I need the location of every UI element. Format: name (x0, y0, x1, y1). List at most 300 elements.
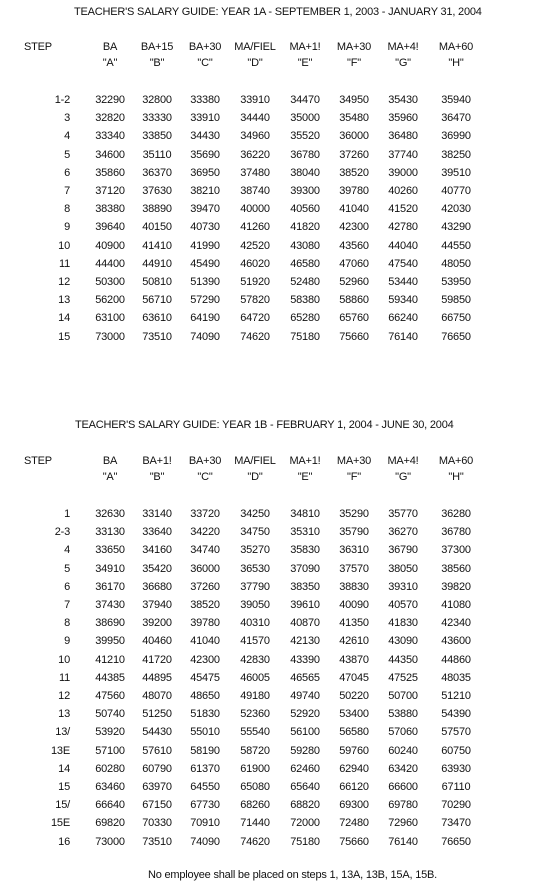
salary-cell: 69820 (95, 817, 125, 830)
salary-cell: 39950 (95, 635, 125, 648)
salary-cell: 36310 (339, 544, 369, 557)
salary-cell: 36000 (339, 130, 369, 143)
salary-cell: 66750 (441, 312, 471, 325)
salary-cell: 56100 (290, 726, 320, 739)
salary-cell: 48650 (190, 690, 220, 702)
salary-cell: 33720 (190, 508, 220, 520)
salary-cell: 38380 (95, 203, 125, 216)
salary-cell: 47045 (339, 671, 369, 684)
column-header: MA+30 (336, 455, 372, 467)
salary-cell: 39610 (290, 599, 320, 611)
step-cell: 7 (64, 185, 70, 197)
salary-cell: 56200 (95, 294, 125, 307)
salary-cell: 74620 (240, 330, 270, 343)
column-code: "F" (347, 57, 361, 69)
salary-cell: 67110 (441, 781, 471, 793)
salary-cell: 47525 (388, 671, 418, 684)
salary-cell: 42030 (441, 203, 471, 216)
salary-cell: 42780 (388, 221, 418, 234)
salary-cell: 41410 (142, 239, 172, 252)
step-cell: 14 (58, 762, 70, 775)
salary-cell: 74090 (190, 835, 220, 848)
salary-cell: 50300 (95, 276, 125, 288)
salary-cell: 38740 (240, 185, 270, 197)
salary-cell: 54430 (142, 726, 172, 739)
salary-cell: 39050 (240, 599, 270, 611)
step-cell: 1 (64, 508, 70, 520)
salary-cell: 43560 (339, 239, 369, 252)
table-row (0, 203, 545, 217)
salary-cell: 38350 (290, 580, 320, 593)
salary-cell: 37260 (339, 148, 369, 161)
salary-cell: 56710 (142, 294, 172, 307)
salary-cell: 35830 (290, 544, 320, 557)
salary-cell: 73000 (95, 330, 125, 343)
table-row (0, 112, 545, 126)
salary-cell: 35310 (290, 526, 320, 539)
salary-cell: 54390 (441, 708, 471, 721)
column-code: "G" (395, 57, 411, 69)
salary-cell: 39310 (388, 580, 418, 593)
salary-cell: 42300 (339, 221, 369, 234)
salary-cell: 51920 (240, 276, 270, 288)
salary-cell: 36170 (95, 580, 125, 593)
step-cell: 6 (64, 166, 70, 179)
salary-cell: 32630 (95, 508, 125, 520)
salary-cell: 41570 (240, 635, 270, 648)
salary-cell: 50700 (388, 690, 418, 702)
table-row (0, 836, 545, 850)
salary-cell: 72480 (339, 817, 369, 830)
salary-cell: 42610 (339, 635, 369, 648)
salary-cell: 41720 (142, 653, 172, 666)
salary-cell: 44040 (388, 239, 418, 252)
salary-cell: 36530 (240, 562, 270, 575)
salary-cell: 40730 (190, 221, 220, 234)
table-row (0, 276, 545, 290)
salary-cell: 33380 (190, 94, 220, 106)
salary-cell: 61900 (240, 762, 270, 775)
step-cell: 15/ (55, 799, 70, 812)
salary-cell: 56580 (339, 726, 369, 739)
column-code: "F" (347, 471, 361, 483)
salary-cell: 48070 (142, 690, 172, 702)
salary-cell: 33140 (142, 508, 172, 520)
salary-cell: 70910 (190, 817, 220, 830)
salary-cell: 43390 (290, 653, 320, 666)
step-cell: 6 (64, 580, 70, 593)
salary-cell: 37630 (142, 185, 172, 197)
step-cell: 15 (58, 330, 70, 343)
salary-cell: 65080 (240, 781, 270, 793)
column-subheader-row (0, 471, 545, 485)
salary-cell: 35770 (388, 508, 418, 520)
salary-cell: 47560 (95, 690, 125, 702)
salary-cell: 57100 (95, 744, 125, 757)
table-row (0, 726, 545, 740)
column-header: MA/FIEL (234, 41, 276, 53)
salary-cell: 38040 (290, 166, 320, 179)
salary-cell: 64550 (190, 781, 220, 793)
salary-cell: 40570 (388, 599, 418, 611)
salary-cell: 76650 (441, 835, 471, 848)
salary-guide-b-title: TEACHER'S SALARY GUIDE: YEAR 1B - FEBRUARY 1, 2004 - JUNE 30, 2004 (75, 419, 454, 431)
salary-cell: 38050 (388, 562, 418, 575)
column-code: "C" (197, 471, 213, 483)
salary-cell: 36220 (240, 148, 270, 161)
salary-cell: 53400 (339, 708, 369, 721)
salary-cell: 64190 (190, 312, 220, 325)
salary-cell: 59760 (339, 744, 369, 757)
salary-cell: 70330 (142, 817, 172, 830)
salary-cell: 53880 (388, 708, 418, 721)
salary-cell: 51830 (190, 708, 220, 721)
salary-cell: 59850 (441, 294, 471, 307)
salary-cell: 36780 (441, 526, 471, 539)
column-code: "E" (297, 471, 313, 483)
salary-cell: 66600 (388, 781, 418, 793)
salary-cell: 59280 (290, 744, 320, 757)
salary-cell: 49740 (290, 690, 320, 702)
salary-cell: 34910 (95, 562, 125, 575)
salary-cell: 37480 (240, 166, 270, 179)
salary-cell: 34950 (339, 94, 369, 106)
salary-cell: 46020 (240, 257, 270, 270)
step-cell: 12 (58, 276, 70, 288)
salary-cell: 65280 (290, 312, 320, 325)
step-cell: 12 (58, 690, 70, 702)
salary-cell: 72000 (290, 817, 320, 830)
salary-cell: 74090 (190, 330, 220, 343)
column-header-row (0, 41, 545, 55)
salary-cell: 44895 (142, 671, 172, 684)
salary-cell: 62940 (339, 762, 369, 775)
salary-cell: 35270 (240, 544, 270, 557)
salary-cell: 35860 (95, 166, 125, 179)
step-cell: 9 (64, 221, 70, 234)
salary-cell: 57060 (388, 726, 418, 739)
salary-cell: 64720 (240, 312, 270, 325)
salary-cell: 33640 (142, 526, 172, 539)
salary-cell: 65760 (339, 312, 369, 325)
salary-cell: 60240 (388, 744, 418, 757)
table-row (0, 130, 545, 144)
salary-cell: 42340 (441, 617, 471, 630)
table-row (0, 635, 545, 649)
table-row (0, 690, 545, 704)
salary-cell: 42830 (240, 653, 270, 666)
column-code: "D" (247, 57, 263, 69)
salary-cell: 37940 (142, 599, 172, 611)
salary-cell: 32800 (142, 94, 172, 106)
salary-cell: 39510 (441, 166, 471, 179)
salary-cell: 35790 (339, 526, 369, 539)
salary-cell: 50220 (339, 690, 369, 702)
column-code: "B" (149, 471, 165, 483)
salary-cell: 36280 (441, 508, 471, 520)
salary-cell: 34440 (240, 112, 270, 125)
salary-cell: 72960 (388, 817, 418, 830)
step-cell: 14 (58, 312, 70, 325)
step-cell: 4 (64, 130, 70, 143)
salary-cell: 44910 (142, 257, 172, 270)
salary-cell: 34250 (240, 508, 270, 520)
column-header: MA/FIEL (234, 455, 276, 467)
salary-cell: 41820 (290, 221, 320, 234)
step-cell: 1-2 (54, 94, 70, 106)
salary-cell: 51390 (190, 276, 220, 288)
salary-cell: 60790 (142, 762, 172, 775)
salary-cell: 43870 (339, 653, 369, 666)
salary-cell: 63930 (441, 762, 471, 775)
salary-cell: 44400 (95, 257, 125, 270)
salary-cell: 50810 (142, 276, 172, 288)
salary-cell: 38520 (190, 599, 220, 611)
salary-cell: 44860 (441, 653, 471, 666)
salary-cell: 58380 (290, 294, 320, 307)
step-cell: 2-3 (54, 526, 70, 539)
salary-cell: 40460 (142, 635, 172, 648)
step-cell: 11 (58, 257, 70, 270)
salary-cell: 41210 (95, 653, 125, 666)
salary-cell: 40090 (339, 599, 369, 611)
salary-cell: 41260 (240, 221, 270, 234)
step-cell: 5 (64, 562, 70, 575)
salary-cell: 34220 (190, 526, 220, 539)
step-cell: 13 (58, 294, 70, 307)
table-row (0, 526, 545, 540)
salary-cell: 65640 (290, 781, 320, 793)
salary-cell: 34160 (142, 544, 172, 557)
salary-cell: 33910 (190, 112, 220, 125)
salary-cell: 58720 (240, 744, 270, 757)
salary-cell: 48035 (441, 671, 471, 684)
table-row (0, 312, 545, 326)
salary-cell: 35430 (388, 94, 418, 106)
column-code: "E" (297, 57, 313, 69)
salary-cell: 36780 (290, 148, 320, 161)
salary-cell: 57570 (441, 726, 471, 739)
salary-cell: 63610 (142, 312, 172, 325)
salary-cell: 34750 (240, 526, 270, 539)
salary-cell: 33650 (95, 544, 125, 557)
salary-cell: 63460 (95, 781, 125, 793)
salary-cell: 46580 (290, 257, 320, 270)
salary-cell: 53950 (441, 276, 471, 288)
salary-cell: 43290 (441, 221, 471, 234)
salary-cell: 51210 (441, 690, 471, 702)
table-row (0, 294, 545, 308)
salary-cell: 60750 (441, 744, 471, 757)
column-header: MA+1! (289, 455, 321, 467)
salary-cell: 42520 (240, 239, 270, 252)
step-cell: 10 (58, 239, 70, 252)
salary-cell: 75660 (339, 330, 369, 343)
salary-cell: 37090 (290, 562, 320, 575)
salary-cell: 39640 (95, 221, 125, 234)
table-row (0, 781, 545, 795)
salary-cell: 66120 (339, 781, 369, 793)
salary-cell: 73470 (441, 817, 471, 830)
column-header: MA+60 (438, 455, 474, 467)
salary-cell: 38830 (339, 580, 369, 593)
column-code: "G" (395, 471, 411, 483)
salary-cell: 39780 (190, 617, 220, 630)
salary-cell: 34960 (240, 130, 270, 143)
salary-cell: 37430 (95, 599, 125, 611)
column-code: "D" (247, 471, 263, 483)
salary-cell: 39300 (290, 185, 320, 197)
salary-cell: 35290 (339, 508, 369, 520)
salary-cell: 75180 (290, 330, 320, 343)
column-header-row (0, 455, 545, 469)
salary-cell: 39200 (142, 617, 172, 630)
salary-cell: 47060 (339, 257, 369, 270)
salary-cell: 45475 (190, 671, 220, 684)
column-header: BA (102, 455, 118, 467)
salary-cell: 40900 (95, 239, 125, 252)
salary-cell: 52480 (290, 276, 320, 288)
salary-cell: 73000 (95, 835, 125, 848)
salary-cell: 36480 (388, 130, 418, 143)
salary-cell: 74620 (240, 835, 270, 848)
salary-cell: 40560 (290, 203, 320, 216)
table-row (0, 599, 545, 613)
table-row (0, 817, 545, 831)
salary-cell: 52920 (290, 708, 320, 721)
salary-cell: 34430 (190, 130, 220, 143)
column-code: "A" (102, 57, 118, 69)
salary-cell: 37300 (441, 544, 471, 557)
salary-cell: 46005 (240, 671, 270, 684)
step-cell: 8 (64, 617, 70, 630)
salary-cell: 51250 (142, 708, 172, 721)
salary-cell: 35940 (441, 94, 471, 106)
table-row (0, 763, 545, 777)
salary-cell: 34810 (290, 508, 320, 520)
salary-cell: 40000 (240, 203, 270, 216)
salary-cell: 66240 (388, 312, 418, 325)
step-cell: 13 (58, 708, 70, 721)
table-row (0, 581, 545, 595)
salary-cell: 70290 (441, 799, 471, 812)
salary-cell: 48050 (441, 257, 471, 270)
table-row (0, 654, 545, 668)
column-code: "H" (448, 57, 464, 69)
salary-cell: 39820 (441, 580, 471, 593)
step-cell: 3 (64, 112, 70, 125)
salary-cell: 36990 (441, 130, 471, 143)
salary-guide-a-title: TEACHER'S SALARY GUIDE: YEAR 1A - SEPTEMBER 1, 2003 - JANUARY 31, 2004 (74, 6, 482, 18)
table-row (0, 508, 545, 522)
salary-cell: 68820 (290, 799, 320, 812)
salary-cell: 43080 (290, 239, 320, 252)
salary-cell: 41040 (190, 635, 220, 648)
salary-cell: 42130 (290, 635, 320, 648)
table-row (0, 331, 545, 345)
salary-cell: 75180 (290, 835, 320, 848)
column-header: MA+1! (289, 41, 321, 53)
salary-cell: 44550 (441, 239, 471, 252)
salary-cell: 38560 (441, 562, 471, 575)
salary-cell: 42300 (190, 653, 220, 666)
salary-cell: 44385 (95, 671, 125, 684)
salary-cell: 38690 (95, 617, 125, 630)
salary-cell: 67730 (190, 799, 220, 812)
salary-cell: 35520 (290, 130, 320, 143)
salary-cell: 41080 (441, 599, 471, 611)
salary-cell: 58860 (339, 294, 369, 307)
step-cell: 16 (58, 835, 70, 848)
step-cell: 8 (64, 203, 70, 216)
salary-cell: 55010 (190, 726, 220, 739)
column-header: BA+30 (188, 41, 222, 53)
salary-cell: 63420 (388, 762, 418, 775)
salary-cell: 71440 (240, 817, 270, 830)
salary-cell: 62460 (290, 762, 320, 775)
salary-cell: 52360 (240, 708, 270, 721)
salary-cell: 40310 (240, 617, 270, 630)
table-row (0, 167, 545, 181)
salary-cell: 43090 (388, 635, 418, 648)
salary-cell: 33130 (95, 526, 125, 539)
salary-cell: 36470 (441, 112, 471, 125)
salary-cell: 76650 (441, 330, 471, 343)
table-row (0, 617, 545, 631)
step-cell: 15 (58, 781, 70, 793)
salary-cell: 36370 (142, 166, 172, 179)
column-code: "A" (102, 471, 118, 483)
column-header: BA+30 (188, 455, 222, 467)
salary-cell: 40870 (290, 617, 320, 630)
table-row (0, 221, 545, 235)
salary-cell: 76140 (388, 835, 418, 848)
step-cell: 7 (64, 599, 70, 611)
salary-cell: 36000 (190, 562, 220, 575)
salary-cell: 32820 (95, 112, 125, 125)
salary-cell: 34600 (95, 148, 125, 161)
footnote: No employee shall be placed on steps 1, 13A, 13B, 15A, 15B. (147, 869, 438, 881)
salary-cell: 40150 (142, 221, 172, 234)
salary-cell: 41040 (339, 203, 369, 216)
salary-cell: 35960 (388, 112, 418, 125)
salary-cell: 37740 (388, 148, 418, 161)
salary-cell: 34740 (190, 544, 220, 557)
salary-cell: 49180 (240, 690, 270, 702)
salary-cell: 57610 (142, 744, 172, 757)
salary-cell: 39470 (190, 203, 220, 216)
salary-cell: 37120 (95, 185, 125, 197)
salary-cell: 39000 (388, 166, 418, 179)
salary-cell: 35690 (190, 148, 220, 161)
salary-cell: 61370 (190, 762, 220, 775)
step-cell: 10 (58, 653, 70, 666)
salary-cell: 37570 (339, 562, 369, 575)
step-cell: 9 (64, 635, 70, 648)
salary-cell: 39780 (339, 185, 369, 197)
table-row (0, 672, 545, 686)
step-cell: 15E (51, 817, 70, 830)
salary-cell: 33330 (142, 112, 172, 125)
table-row (0, 94, 545, 108)
column-header: MA+30 (336, 41, 372, 53)
salary-cell: 36790 (388, 544, 418, 557)
salary-cell: 53920 (95, 726, 125, 739)
table-row (0, 708, 545, 722)
step-cell: 5 (64, 148, 70, 161)
salary-cell: 45490 (190, 257, 220, 270)
salary-cell: 33850 (142, 130, 172, 143)
